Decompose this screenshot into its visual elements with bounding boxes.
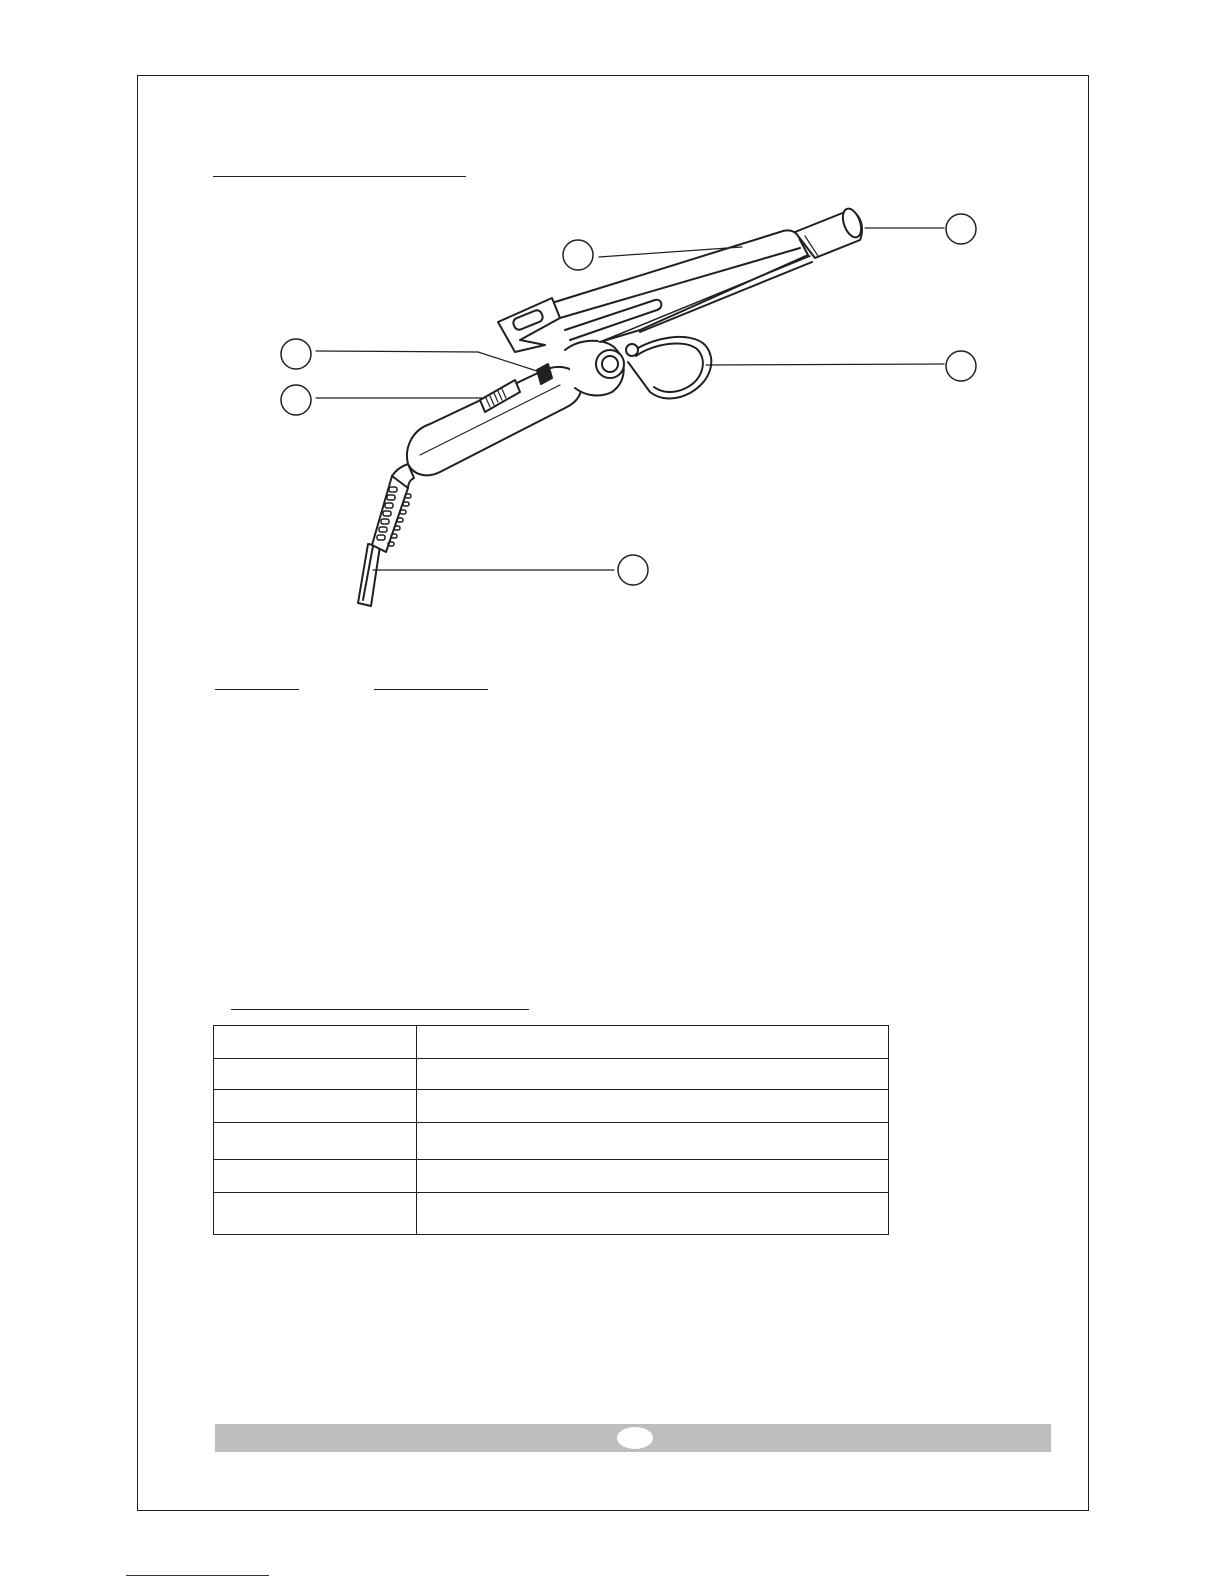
barrel-clamp-icon: [555, 230, 812, 342]
table-row: [214, 1123, 889, 1160]
spec-label-cell: [214, 1059, 417, 1090]
callout-1-circle: [563, 240, 593, 270]
callout-6-circle: [618, 555, 648, 585]
table-row: [214, 1059, 889, 1090]
spec-value-cell: [417, 1193, 889, 1235]
callout-2-circle: [946, 214, 976, 244]
spec-label-cell: [214, 1123, 417, 1160]
table-row: [214, 1026, 889, 1059]
page-number: [617, 1427, 653, 1449]
clamp-lever-icon: [498, 298, 560, 352]
bottom-link-underline[interactable]: [126, 1575, 269, 1576]
callout-3-circle: [946, 351, 976, 381]
handle-icon: [407, 367, 581, 475]
table-row: [214, 1090, 889, 1123]
spec-value-cell: [417, 1160, 889, 1193]
spec-value-cell: [417, 1026, 889, 1059]
power-cord-icon: [358, 464, 414, 606]
specification-table: [213, 1025, 889, 1235]
spec-label-cell: [214, 1160, 417, 1193]
spec-label-cell: [214, 1026, 417, 1059]
table-row: [214, 1193, 889, 1235]
stand-icon: [626, 337, 711, 399]
callout-4-circle: [281, 339, 311, 369]
table-row: [214, 1160, 889, 1193]
spec-value-cell: [417, 1123, 889, 1160]
spec-value-cell: [417, 1059, 889, 1090]
spec-label-cell: [214, 1193, 417, 1235]
callout-5-circle: [281, 385, 311, 415]
spec-label-cell: [214, 1090, 417, 1123]
spec-value-cell: [417, 1090, 889, 1123]
